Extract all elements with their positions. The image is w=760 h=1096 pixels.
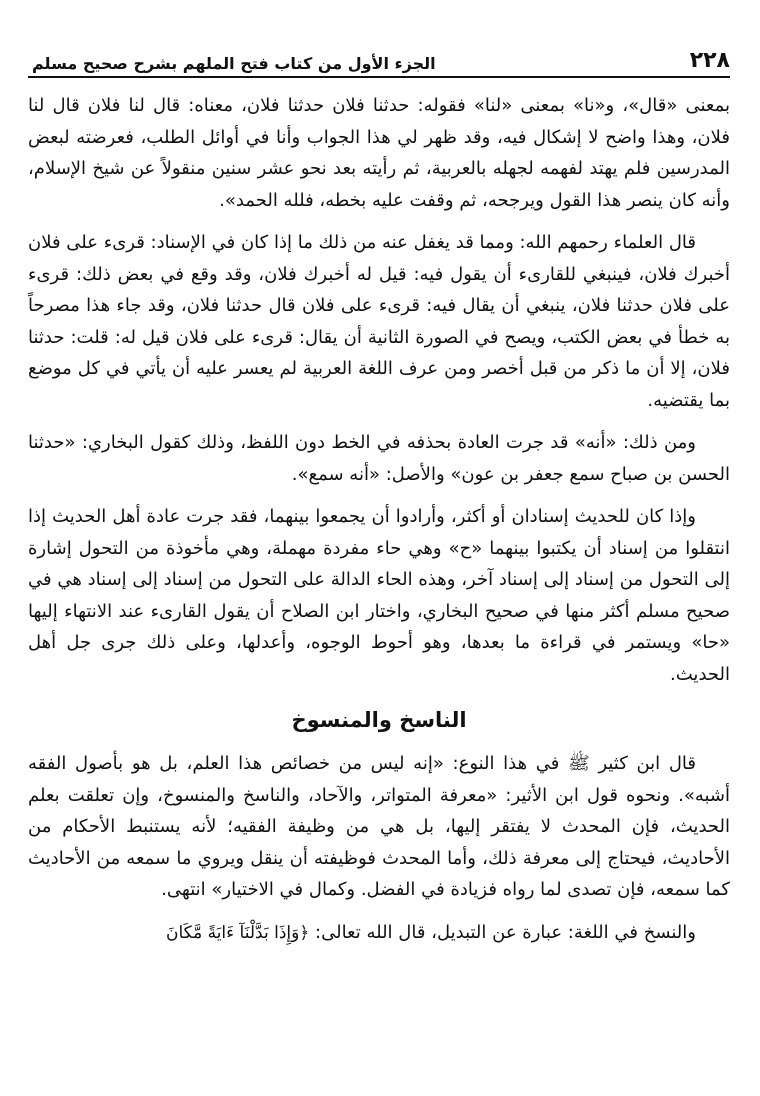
running-header bbox=[28, 40, 730, 78]
paragraph-tahwil-ha: وإذا كان للحديث إسنادان أو أكثر، وأرادوا أن يجمعوا بينهما، فقد جرت عادة أهل الحديث إذا انتقلوا من إسناد أن يكتبوا بينهما «ح» وهي حاء مفردة مهملة، وهي مأخوذة من التحول إشارة إلى التحول من إسناد إلى إسناد آخر، وهذه الحاء الدالة على التحول من إسناد إلى إسناد هي في صحيح مسلم أكثر منها في صحيح البخاري، واختار ابن الصلاح أن يقول القارىء عند الانتهاء إليها «حا» ويستمر في قراءة ما بعدها، وهو أحوط الوجوه، وأعدلها، وعلى ذلك جرى جل أهل الحديث. bbox=[28, 506, 730, 685]
paragraph-scholars-note: قال العلماء رحمهم الله: ومما قد يغفل عنه من ذلك ما إذا كان في الإسناد: قرىء على فلان أخبرك فلان، فينبغي للقارىء أن يقول فيه: قيل له أخبرك فلان، وقد وقع في بعض ذلك: قرىء على فلان حدثنا فلان، ينبغي أن يقال فيه: قرىء على فلان قال حدثنا فلان، وقد جاء هذا مصرحاً به خطأ في بعض الكتب، ويصح في الصورة الثانية أن يقال: قرىء على فلان قيل له: قلت: حدثنا فلان، إلا أن ما ذكر من قبل أخصر ومن عرف اللغة العربية لم يعسر عليه أن يأتي في كل موضع بما يقتضيه. bbox=[28, 232, 730, 411]
paragraph-omission-anna: ومن ذلك: «أنه» قد جرت العادة بحذفه في الخط دون اللفظ، وذلك كقول البخاري: «حدثنا الحسن بن صباح سمع جعفر بن عون» والأصل: «أنه سمع». bbox=[28, 432, 730, 485]
page-body bbox=[28, 90, 730, 949]
book-title: الجزء الأول من كتاب فتح الملهم بشرح صحيح مسلم bbox=[32, 54, 436, 73]
page-number: ٢٢٨ bbox=[689, 48, 730, 73]
paragraph-continuation: بمعنى «قال»، و«نا» بمعنى «لنا» فقوله: حدثنا فلان حدثنا فلان، معناه: قال لنا فلان قال لنا فلان، وهذا واضح لا إشكال فيه، وقد ظهر لي هذا الجواب وأنا في أوائل الطلب، فعرضته لبعض المدرسين فلم يهتد لفهمه لجهله بالعربية، ثم رأيته بعد نحو عشر سنين منقولاً عن شيخ الإسلام، وأنه كان ينصر هذا القول ويرجحه، ثم وقفت عليه بخطه، فلله الحمد». bbox=[28, 95, 730, 211]
paragraph-ibn-kathir: قال ابن كثير ﷺ في هذا النوع: «إنه ليس من خصائص هذا العلم، بل هو بأصول الفقه أشبه». ونحوه قول ابن الأثير: «معرفة المتواتر، والآحاد، والناسخ والمنسوخ، وإن تعلقت بعلم الحديث، فإن المحدث لا يفتقر إليها، بل هي من وظيفة الفقيه؛ لأنه يستنبط الأحكام من الأحاديث، فيحتاج إلى معرفة ذلك، وأما المحدث فوظيفته أن ينقل ويروي ما سمعه من الأحاديث كما سمعه، فإن تصدى لما رواه فزيادة في الفضل. وكمال في الاختيار» انتهى. bbox=[28, 753, 730, 900]
section-heading: الناسخ والمنسوخ bbox=[291, 708, 467, 732]
naskh-definition-text: والنسخ في اللغة: عبارة عن التبديل، قال الله تعالى: bbox=[315, 921, 696, 943]
paragraph-naskh-definition bbox=[28, 917, 730, 950]
quran-verse: ﴿وَإِذَا بَدَّلْنَآ ءَايَةً مَّكَانَ bbox=[166, 922, 310, 943]
